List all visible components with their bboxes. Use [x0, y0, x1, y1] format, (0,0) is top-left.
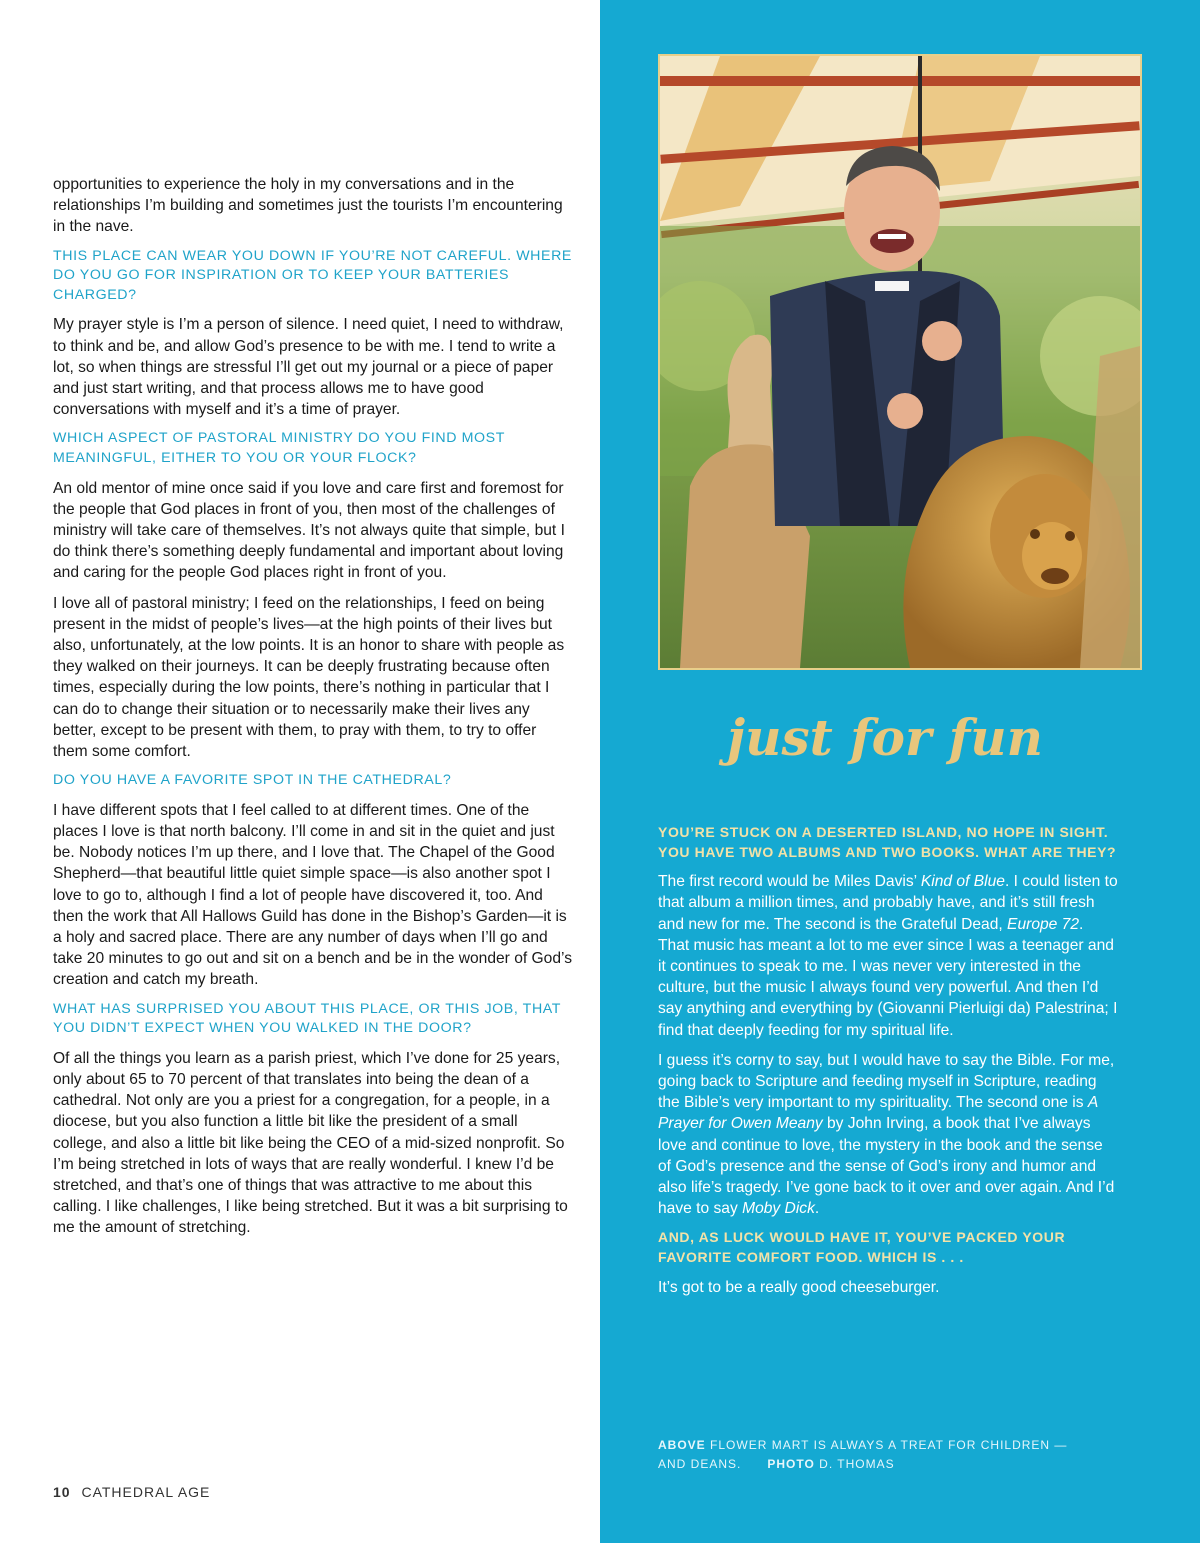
page-number: 10: [53, 1484, 71, 1500]
caption-photo-label: PHOTO: [767, 1457, 815, 1471]
answer-surprise: Of all the things you learn as a parish priest, which I’ve done for 25 years, only about 65 to 70 percent of that translates into being the dean of a cathedral. Not only are you a priest for a congregation, for a people, in a diocese, but you also function a little bit like the president of a small college, and also a little bit like being the CEO of a mid-sized nonprofit. So I’m being stretched in lots of ways that are really wonderful. I knew I’d be stretched, and that’s one of things that was attractive to me about this calling. I like challenges, I like being stretched. But it was a bit surprising to me the amount of stretching.: [53, 1049, 568, 1237]
question-inspiration: THIS PLACE CAN WEAR YOU DOWN IF YOU’RE NOT CAREFUL. WHERE DO YOU GO FOR INSPIRATION OR TO KEEP YOUR BATTERIES CHARGED?: [53, 247, 572, 303]
caption-above-label: ABOVE: [658, 1438, 706, 1452]
section-title: just for fun: [727, 708, 1043, 767]
carousel-photo-illustration: [660, 56, 1140, 668]
question-comfort-food: AND, AS LUCK WOULD HAVE IT, YOU’VE PACKED YOUR FAVORITE COMFORT FOOD. WHICH IS . . .: [658, 1229, 1066, 1266]
answer-books-text-3: .: [814, 1200, 820, 1218]
question-favorite-spot: DO YOU HAVE A FAVORITE SPOT IN THE CATHEDRAL?: [53, 772, 452, 789]
question-deserted-island: YOU’RE STUCK ON A DESERTED ISLAND, NO HOPE IN SIGHT. YOU HAVE TWO ALBUMS AND TWO BOOKS. WHAT ARE THEY?: [658, 824, 1117, 860]
page-folio: [53, 1484, 210, 1500]
carousel-photo: [658, 54, 1142, 670]
answer-albums: [658, 871, 1118, 1041]
sidebar-qa: [658, 823, 1118, 1307]
answer-albums-text-3: . That music has meant a lot to me ever since I was a teenager and it continues to speak to me. I was never very interested in the culture, but the music I always found very powerful. And then I’d say anything and everything by (Giovanni Pierluigi da) Palestrina; I find that deeply feeding for my spiritual life.: [658, 915, 1118, 1039]
question-surprise: WHAT HAS SURPRISED YOU ABOUT THIS PLACE, OR THIS JOB, THAT YOU DIDN’T EXPECT WHEN YOU WALKED IN THE DOOR?: [53, 1000, 561, 1037]
answer-albums-text-2: . I could listen to that album a million times, and probably have, and it’s still fresh and new for me. The second is the Grateful Dead,: [658, 873, 1118, 933]
paragraph-intro: opportunities to experience the holy in my conversations and in the relationships I’m building and sometimes just the tourists I’m encountering in the nave.: [53, 176, 563, 236]
answer-books-text-2: by John Irving, a book that I’ve always love and continue to love, the mystery in the book and the sense of God’s presence and the sense of God’s irony and humor and also life’s tragedy. I’ve gone back to it over and over again. And I’d have to say: [658, 1115, 1115, 1218]
answer-pastoral-ministry-1: An old mentor of mine once said if you love and care first and foremost for the people that God places in front of you, then most of the challenges of ministry will take care of themselves. It’s not always quite that simple, but I do think there’s something deeply fundamental and important about loving and caring for the people God places right in front of you.: [53, 479, 565, 582]
article-left-column: [53, 174, 573, 1248]
answer-favorite-spot: I have different spots that I feel called to at different times. One of the places I love is that north balcony. I’ll come in and sit in the quiet and just be. Nobody notices I’m up there, and I love that. The Chapel of the Good Shepherd—that beautiful little quiet simple space—is also another spot I love to go to, although I find a lot of people have discovered it, too. And then the work that All Hallows Guild has done in the Bishop’s Garden—it is a holy and sacred place. There are any number of days when I’ll go and take 20 minutes to go out and sit on a bench and be in the wonder of God’s creation and catch my breath.: [53, 801, 572, 989]
caption-above-text: FLOWER MART IS ALWAYS A TREAT FOR CHILDREN —AND DEANS.: [658, 1438, 1068, 1471]
answer-comfort-food: It’s got to be a really good cheeseburger.: [658, 1278, 940, 1296]
photo-caption: [658, 1436, 1078, 1474]
album-title-2: Europe 72: [1007, 915, 1080, 933]
answer-albums-text-1: The first record would be Miles Davis’: [658, 873, 921, 891]
question-pastoral-ministry: WHICH ASPECT OF PASTORAL MINISTRY DO YOU FIND MOST MEANINGFUL, EITHER TO YOU OR YOUR FLOCK?: [53, 430, 505, 466]
answer-inspiration: My prayer style is I’m a person of silence. I need quiet, I need to withdraw, to think and be, and allow God’s presence to be with me. I tend to write a lot, so when things are stressful I’ll get out my journal or a piece of paper and just start writing, and that process allows me to have good conversations with myself and it’s a time of prayer.: [53, 316, 564, 419]
album-title-1: Kind of Blue: [920, 873, 1005, 891]
book-title-2: Moby Dick: [742, 1200, 815, 1218]
answer-books: [658, 1050, 1118, 1220]
publication-name: CATHEDRAL AGE: [81, 1484, 211, 1500]
answer-pastoral-ministry-2: I love all of pastoral ministry; I feed on the relationships, I feed on being present in the midst of people’s lives—at the high points of their lives but also, unfortunately, at the low points. It is an honor to share with people as they walked on their journeys. It can be deeply frustrating because often times, especially during the low points, there’s nothing in particular that I can do to change their situation or to necessarily make their lives any better, except to be present with them, to pray with them, to try to offer them some comfort.: [53, 594, 565, 761]
answer-books-text-1: I guess it’s corny to say, but I would have to say the Bible. For me, going back to Scripture and feeding myself in Scripture, reading the Bible’s very important to my spirituality. The second one is: [658, 1051, 1115, 1112]
caption-photo-credit: D. THOMAS: [819, 1457, 895, 1471]
book-title-1: A Prayer for Owen Meany: [658, 1094, 1098, 1133]
